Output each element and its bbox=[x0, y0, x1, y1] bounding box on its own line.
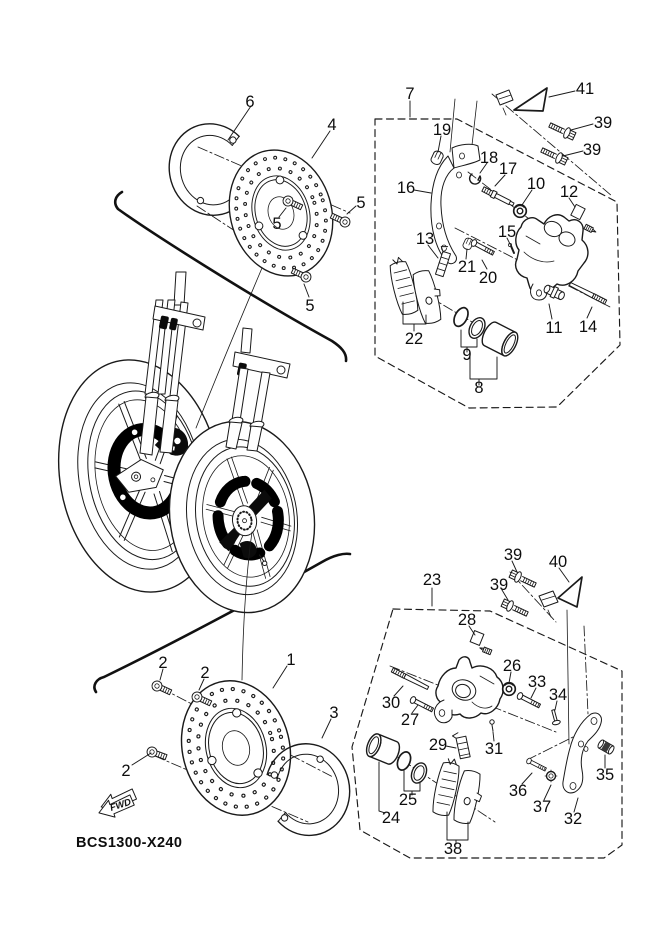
callout-20[interactable]: 20 bbox=[478, 269, 498, 287]
callout-11[interactable]: 11 bbox=[545, 319, 563, 337]
callout-34[interactable]: 34 bbox=[548, 686, 568, 704]
piston-seal-9a bbox=[451, 305, 471, 328]
callout-37[interactable]: 37 bbox=[532, 798, 552, 816]
disc-bolt-2a bbox=[150, 679, 172, 697]
callout-1[interactable]: 1 bbox=[286, 651, 296, 669]
callout-5b[interactable]: 5 bbox=[272, 215, 282, 233]
fwd-label: FWD bbox=[108, 796, 133, 814]
callout-5c[interactable]: 5 bbox=[305, 297, 315, 315]
callout-13[interactable]: 13 bbox=[415, 230, 435, 248]
pad-retainer-29 bbox=[452, 731, 470, 759]
callout-9[interactable]: 9 bbox=[462, 346, 472, 364]
bushing-35 bbox=[597, 739, 615, 755]
pin-bolt-17 bbox=[481, 186, 514, 208]
drawing-code: BCS1300-X240 bbox=[76, 835, 183, 851]
callout-40[interactable]: 40 bbox=[548, 553, 568, 571]
right-fork bbox=[226, 328, 290, 451]
bolt-39d bbox=[500, 598, 529, 620]
callout-14[interactable]: 14 bbox=[578, 318, 598, 336]
callout-38[interactable]: 38 bbox=[443, 840, 463, 858]
clip-18 bbox=[470, 174, 481, 184]
callout-2b[interactable]: 2 bbox=[200, 664, 210, 682]
callout-26[interactable]: 26 bbox=[502, 657, 522, 675]
fwd-arrow bbox=[95, 787, 140, 821]
callout-32[interactable]: 32 bbox=[563, 810, 583, 828]
callout-31[interactable]: 31 bbox=[484, 740, 504, 758]
lower-disc-group bbox=[146, 669, 359, 842]
brake-disc-4 bbox=[214, 137, 348, 289]
bolt-39a bbox=[547, 120, 576, 142]
bleed-screw-28 bbox=[470, 631, 492, 655]
callout-15[interactable]: 15 bbox=[497, 223, 517, 241]
callout-36[interactable]: 36 bbox=[508, 782, 528, 800]
callout-39a[interactable]: 39 bbox=[593, 114, 613, 132]
callout-2a[interactable]: 2 bbox=[158, 654, 168, 672]
callout-6[interactable]: 6 bbox=[245, 93, 255, 111]
callout-30[interactable]: 30 bbox=[381, 694, 401, 712]
callout-29[interactable]: 29 bbox=[428, 736, 448, 754]
pin-15 bbox=[511, 246, 514, 253]
callout-12[interactable]: 12 bbox=[559, 183, 579, 201]
callout-19[interactable]: 19 bbox=[432, 121, 452, 139]
callout-24[interactable]: 24 bbox=[381, 809, 401, 827]
pin-bolt-36 bbox=[526, 757, 547, 772]
boot-26 bbox=[503, 683, 516, 696]
callout-3[interactable]: 3 bbox=[329, 704, 339, 722]
callout-41[interactable]: 41 bbox=[575, 80, 595, 98]
callout-7[interactable]: 7 bbox=[405, 85, 415, 103]
bolt-39c bbox=[508, 569, 537, 591]
caliper-bolt-14 bbox=[569, 282, 607, 304]
callout-28[interactable]: 28 bbox=[457, 611, 477, 629]
brake-disc-1 bbox=[168, 669, 305, 827]
pin-bolt-33 bbox=[516, 692, 541, 709]
callout-23[interactable]: 23 bbox=[422, 571, 442, 589]
piston-seal-25b bbox=[409, 761, 430, 786]
pin-bolt-20 bbox=[470, 239, 495, 257]
callout-39b[interactable]: 39 bbox=[582, 141, 602, 159]
washer-37 bbox=[545, 770, 557, 782]
callout-10[interactable]: 10 bbox=[526, 175, 546, 193]
callout-18[interactable]: 18 bbox=[479, 149, 499, 167]
pad-spring-40 bbox=[539, 577, 582, 617]
callout-33[interactable]: 33 bbox=[527, 673, 547, 691]
callout-39d[interactable]: 39 bbox=[489, 576, 509, 594]
callout-27[interactable]: 27 bbox=[400, 711, 420, 729]
callout-25[interactable]: 25 bbox=[398, 791, 418, 809]
caliper-bolt-30 bbox=[391, 668, 429, 690]
callout-39c[interactable]: 39 bbox=[503, 546, 523, 564]
disc-bolt-2c bbox=[146, 746, 168, 762]
pin-34 bbox=[549, 709, 561, 726]
caliper-body-lower bbox=[434, 657, 503, 723]
caliper-piston-24 bbox=[364, 732, 403, 766]
callout-16[interactable]: 16 bbox=[396, 179, 416, 197]
callout-21[interactable]: 21 bbox=[457, 258, 477, 276]
callout-22[interactable]: 22 bbox=[404, 330, 424, 348]
callout-4[interactable]: 4 bbox=[327, 116, 337, 134]
pin-31 bbox=[490, 720, 494, 724]
upper-caliper-group bbox=[375, 88, 620, 408]
callout-17[interactable]: 17 bbox=[498, 160, 518, 178]
callout-5a[interactable]: 5 bbox=[356, 194, 366, 212]
boot-10 bbox=[514, 205, 527, 218]
callout-35[interactable]: 35 bbox=[595, 766, 615, 784]
pad-spring-41 bbox=[496, 88, 547, 115]
callout-8[interactable]: 8 bbox=[474, 379, 484, 397]
callout-2c[interactable]: 2 bbox=[121, 762, 131, 780]
